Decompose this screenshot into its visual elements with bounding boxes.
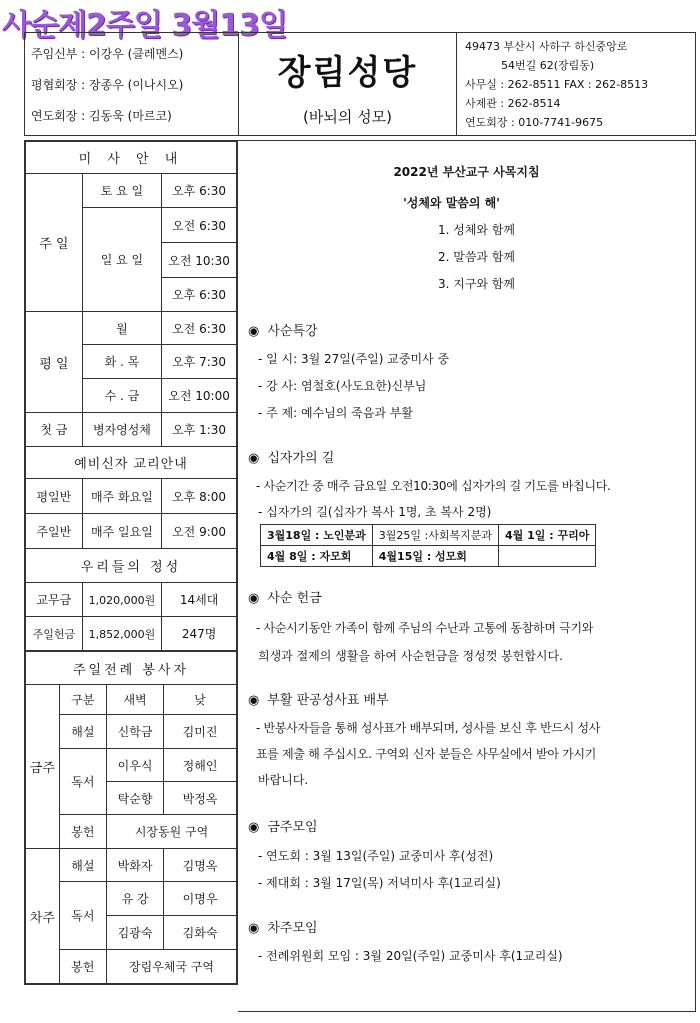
- servers-title: 주일전례 봉사자: [26, 652, 237, 685]
- stations-heading: ◉ 십자가의 길: [248, 451, 335, 466]
- weekday-day: 화 . 목: [82, 345, 161, 379]
- staff-info: [25, 33, 239, 135]
- server-name: 박화자: [107, 849, 164, 882]
- server-name: 김화숙: [164, 916, 237, 950]
- class-day: 매주 일요일: [82, 514, 161, 549]
- offering-count: 14세대: [162, 583, 237, 617]
- right-column: [238, 140, 696, 1012]
- weekday-time: 오후 7:30: [162, 345, 237, 379]
- address-line2: 54번길 62(장림동): [501, 59, 595, 72]
- stations-line1: - 사순기간 중 매주 금요일 오전10:30에 십자가의 길 기도를 바칩니다.: [256, 479, 611, 493]
- class-day: 매주 화요일: [82, 479, 161, 514]
- next-meeting-line1: - 전례위원회 모임 : 3월 20일(주일) 교중미사 후(1교리실): [258, 949, 563, 963]
- regional-phone: 연도회장 : 010-7741-9675: [465, 116, 604, 129]
- next-meeting-heading: ◉ 차주모임: [248, 921, 318, 936]
- confession-heading: ◉ 부활 판공성사표 배부: [248, 693, 389, 708]
- offering-title: 우리들의 정성: [26, 549, 237, 583]
- sun-time: 오전 6:30: [162, 208, 237, 243]
- next-week-label: 차주: [26, 849, 60, 984]
- server-name: 김명옥: [164, 849, 237, 882]
- class-label: 주일반: [26, 514, 83, 549]
- weekday-time: 오전 10:00: [162, 379, 237, 413]
- server-name: 김광숙: [107, 916, 164, 950]
- col-day: 낮: [164, 685, 237, 715]
- role-reader: 독서: [59, 749, 106, 815]
- lecture-topic: - 주 제: 예수님의 죽음과 부활: [258, 406, 413, 420]
- mass-title: 미 사 안 내: [26, 142, 237, 174]
- lecture-date: - 일 시: 3월 27일(주일) 교중미사 중: [258, 352, 450, 366]
- col-dawn: 새벽: [107, 685, 164, 715]
- offering-label: 주일헌금: [26, 617, 83, 651]
- sat-time: 오후 6:30: [162, 174, 237, 208]
- rectory-phone: 사제관 : 262-8514: [465, 97, 561, 110]
- role-reader: 독서: [59, 882, 106, 950]
- lecture-speaker: - 강 사: 염철호(사도요한)신부님: [258, 379, 427, 393]
- this-meeting-line2: - 제대회 : 3월 17일(목) 저녁미사 후(1교리실): [258, 876, 501, 890]
- stations-schedule: [260, 524, 596, 567]
- servers-table: [25, 651, 237, 984]
- server-name: 이명우: [164, 882, 237, 916]
- schedule-cell: 3월25일 :사회복지분과: [372, 525, 498, 546]
- offertory-group: 장림우체국 구역: [107, 950, 237, 984]
- class-time: 오후 8:00: [162, 479, 237, 514]
- schedule-cell: 3월18일 : 노인분과: [261, 525, 373, 546]
- lent-offering-heading: ◉ 사순 헌금: [248, 591, 322, 606]
- lent-offering-line2: 희생과 절제의 생활을 하여 사순헌금을 정성껏 봉헌합시다.: [258, 649, 563, 663]
- class-time: 오전 9:00: [162, 514, 237, 549]
- sun-label: 일 요 일: [82, 208, 161, 312]
- lent-offering-line1: - 사순시기동안 가족이 함께 주님의 수난과 고통에 동참하며 극기와: [256, 621, 594, 635]
- server-name: 탁순향: [107, 782, 164, 815]
- church-name: 장림성당: [277, 53, 418, 93]
- role-offertory: 봉헌: [59, 815, 106, 849]
- week-title: 사순제2주일 3월13일: [2, 8, 287, 43]
- this-meeting-heading: ◉ 금주모임: [248, 820, 318, 835]
- sun-time: 오전 10:30: [162, 243, 237, 278]
- schedule-cell: 4월 1일 : 꾸리아: [499, 525, 596, 546]
- confession-line2: 표를 제출 해 주십시오. 구역외 신자 분들은 사무실에서 받아 가시기: [256, 747, 597, 761]
- weekday-day: 월: [82, 312, 161, 345]
- pastoral-guideline: [238, 163, 695, 292]
- bullet-icon: ◉: [248, 591, 260, 606]
- first-friday-time: 오후 1:30: [162, 413, 237, 447]
- this-week-label: 금주: [26, 685, 60, 849]
- schedule-cell: 4월15일 : 성모회: [372, 546, 498, 567]
- catechumen-title: 예비신자 교리안내: [26, 447, 237, 479]
- first-friday-desc: 병자영성체: [82, 413, 161, 447]
- left-column: [24, 140, 238, 985]
- lent-lecture-heading: ◉ 사순특강: [248, 324, 318, 339]
- sun-time: 오후 6:30: [162, 278, 237, 312]
- server-name: 정해인: [164, 749, 237, 782]
- this-meeting-line1: - 연도회 : 3월 13일(주일) 교중미사 후(성전): [258, 849, 494, 863]
- council-president: 평협회장 : 장종우 (이나시오): [31, 78, 184, 92]
- contact-info: [457, 33, 695, 135]
- bullet-icon: ◉: [248, 324, 260, 339]
- patron-saint: (바뇌의 성모): [303, 108, 392, 126]
- class-label: 평일반: [26, 479, 83, 514]
- pastoral-subtitle: '성체와 말씀의 해': [403, 196, 500, 210]
- stations-line2: - 십자가의 길(십자가 복사 1명, 초 복사 2명): [258, 505, 492, 519]
- pastoral-item: 1. 성체와 함께: [437, 223, 516, 237]
- pastor: 주임신부 : 이강우 (클레멘스): [31, 47, 184, 61]
- sat-label: 토 요 일: [82, 174, 161, 208]
- server-name: 유 강: [107, 882, 164, 916]
- bullet-icon: ◉: [248, 451, 260, 466]
- offering-label: 교무금: [26, 583, 83, 617]
- bullet-icon: ◉: [248, 820, 260, 835]
- weekday-time: 오전 6:30: [162, 312, 237, 345]
- server-name: 신학금: [107, 715, 164, 749]
- confession-line3: 바랍니다.: [258, 773, 309, 787]
- pastoral-item: 3. 지구와 함께: [437, 277, 516, 291]
- office-phone: 사무실 : 262-8511 FAX : 262-8513: [465, 78, 649, 91]
- church-title: [239, 33, 457, 135]
- sunday-label: 주 일: [26, 174, 83, 312]
- role-offertory: 봉헌: [59, 950, 106, 984]
- pastoral-item: 2. 말씀과 함께: [437, 250, 516, 264]
- server-name: 김미진: [164, 715, 237, 749]
- regional-president: 연도회장 : 김동욱 (마르코): [31, 109, 172, 123]
- role-explain: 해설: [59, 715, 106, 749]
- offertory-group: 시장동원 구역: [107, 815, 237, 849]
- offering-count: 247명: [162, 617, 237, 651]
- col-type: 구분: [59, 685, 106, 715]
- schedule-cell-empty: [499, 546, 596, 567]
- schedule-cell: 4월 8일 : 자모회: [261, 546, 373, 567]
- address-line1: 49473 부산시 사하구 하신중앙로: [465, 40, 628, 53]
- weekday-label: 평 일: [26, 312, 83, 413]
- pastoral-title: 2022년 부산교구 사목지침: [393, 165, 540, 179]
- info-table: [25, 141, 237, 651]
- bullet-icon: ◉: [248, 693, 260, 708]
- offering-amount: 1,020,000원: [82, 583, 161, 617]
- weekday-day: 수 . 금: [82, 379, 161, 413]
- first-friday-label: 첫 금: [26, 413, 83, 447]
- bulletin-header: [24, 32, 696, 136]
- confession-line1: - 반봉사자들을 통해 성사표가 배부되며, 성사를 보신 후 반드시 성사: [256, 721, 601, 735]
- bullet-icon: ◉: [248, 921, 260, 936]
- server-name: 박정옥: [164, 782, 237, 815]
- offering-amount: 1,852,000원: [82, 617, 161, 651]
- role-explain: 해설: [59, 849, 106, 882]
- server-name: 이우식: [107, 749, 164, 782]
